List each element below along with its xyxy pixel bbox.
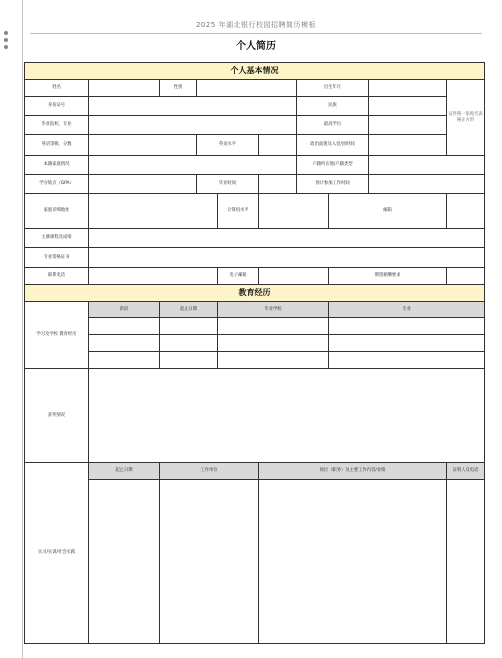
field-ethnicity[interactable] xyxy=(369,97,447,116)
label-computer: 计算机水平 xyxy=(218,194,259,229)
label-certs: 专业资格证书 xyxy=(25,248,89,268)
field-english-level[interactable] xyxy=(259,135,297,156)
edu-col-school: 毕业学校 xyxy=(218,302,329,318)
field-work-start[interactable] xyxy=(369,175,485,194)
label-dorm: 本籍家庭情况 xyxy=(25,156,89,175)
field-courses[interactable] xyxy=(89,229,485,248)
label-degree: 最高学历 xyxy=(297,116,369,135)
field-certs[interactable] xyxy=(89,248,485,268)
label-id-number: 身份证号 xyxy=(25,97,89,116)
label-name: 姓名 xyxy=(25,80,89,97)
field-birth[interactable] xyxy=(369,80,447,97)
intern-col-reference: 证明人及电话 xyxy=(447,463,485,480)
edu-cell[interactable] xyxy=(89,352,160,369)
edu-cell[interactable] xyxy=(160,335,218,352)
label-email2: 电子邮箱 xyxy=(218,268,259,285)
label-awards: 获奖情况 xyxy=(25,369,89,463)
section-education-title: 教育经历 xyxy=(25,285,485,302)
photo-box[interactable]: 证件照一张贴至表格正方形 xyxy=(447,80,485,156)
field-english-cert[interactable] xyxy=(89,135,197,156)
field-school-major[interactable] xyxy=(89,116,297,135)
label-ethnicity: 民族 xyxy=(297,97,369,116)
edu-col-dates: 起止日期 xyxy=(160,302,218,318)
field-phone[interactable] xyxy=(89,268,218,285)
label-email: 邮箱 xyxy=(329,194,447,229)
label-political: 政治面貌及入党/团时间 xyxy=(297,135,369,156)
field-degree[interactable] xyxy=(369,116,447,135)
label-gender: 性别 xyxy=(160,80,197,97)
label-birth: 出生年月 xyxy=(297,80,369,97)
edu-col-stage: 阶段 xyxy=(89,302,160,318)
intern-cell[interactable] xyxy=(89,480,160,644)
edu-cell[interactable] xyxy=(329,318,485,335)
edu-cell[interactable] xyxy=(329,335,485,352)
label-work-start: 预计参加工作时间 xyxy=(297,175,369,194)
field-awards[interactable] xyxy=(89,369,485,463)
more-options-icon[interactable] xyxy=(4,31,9,53)
field-grad-time[interactable] xyxy=(259,175,297,194)
label-english-level: 英语水平 xyxy=(197,135,259,156)
label-internship: 实习/实训/社会实践 xyxy=(25,463,89,644)
label-education: 学习及学校 教育经历 xyxy=(25,302,89,369)
field-computer[interactable] xyxy=(259,194,329,229)
field-address[interactable] xyxy=(89,194,218,229)
edu-cell[interactable] xyxy=(160,352,218,369)
label-gpa: 学分绩点（GPA） xyxy=(25,175,89,194)
field-salary[interactable] xyxy=(447,268,485,285)
page-fold-line xyxy=(22,0,23,658)
edu-cell[interactable] xyxy=(89,335,160,352)
field-email2[interactable] xyxy=(259,268,329,285)
field-name[interactable] xyxy=(89,80,160,97)
label-courses: 主修课程及成绩 xyxy=(25,229,89,248)
edu-cell[interactable] xyxy=(329,352,485,369)
section-basic-title: 个人基本情况 xyxy=(25,63,485,80)
edu-col-major: 专业 xyxy=(329,302,485,318)
edu-cell[interactable] xyxy=(218,352,329,369)
document-title: 个人简历 xyxy=(236,41,276,52)
field-id-number[interactable] xyxy=(89,97,297,116)
page-header: 2025 年湖北银行校园招聘简历模板 xyxy=(195,21,317,29)
label-salary: 期望薪酬要求 xyxy=(329,268,447,285)
intern-col-dates: 起止日期 xyxy=(89,463,160,480)
label-school-major: 毕业院校、专业 xyxy=(25,116,89,135)
field-email[interactable] xyxy=(447,194,485,229)
document-page xyxy=(24,0,488,658)
field-gpa[interactable] xyxy=(89,175,197,194)
intern-cell[interactable] xyxy=(447,480,485,644)
label-grad-time: 毕业时间 xyxy=(197,175,259,194)
field-gender[interactable] xyxy=(197,80,297,97)
header-divider xyxy=(30,33,482,34)
edu-cell[interactable] xyxy=(160,318,218,335)
intern-cell[interactable] xyxy=(259,480,447,644)
label-address: 家庭详细地址 xyxy=(25,194,89,229)
label-phone: 联系电话 xyxy=(25,268,89,285)
intern-col-employer: 工作单位 xyxy=(160,463,259,480)
edu-cell[interactable] xyxy=(218,335,329,352)
field-hukou[interactable] xyxy=(369,156,485,175)
field-dorm[interactable] xyxy=(89,156,297,175)
intern-cell[interactable] xyxy=(160,480,259,644)
edu-cell[interactable] xyxy=(218,318,329,335)
label-english-cert: 英语等级、分数 xyxy=(25,135,89,156)
intern-col-duties: 岗位（职务）及主要工作内容/业绩 xyxy=(259,463,447,480)
resume-table xyxy=(24,62,485,644)
edu-cell[interactable] xyxy=(89,318,160,335)
field-political[interactable] xyxy=(369,135,447,156)
label-hukou: 户籍所在地/户籍类型 xyxy=(297,156,369,175)
